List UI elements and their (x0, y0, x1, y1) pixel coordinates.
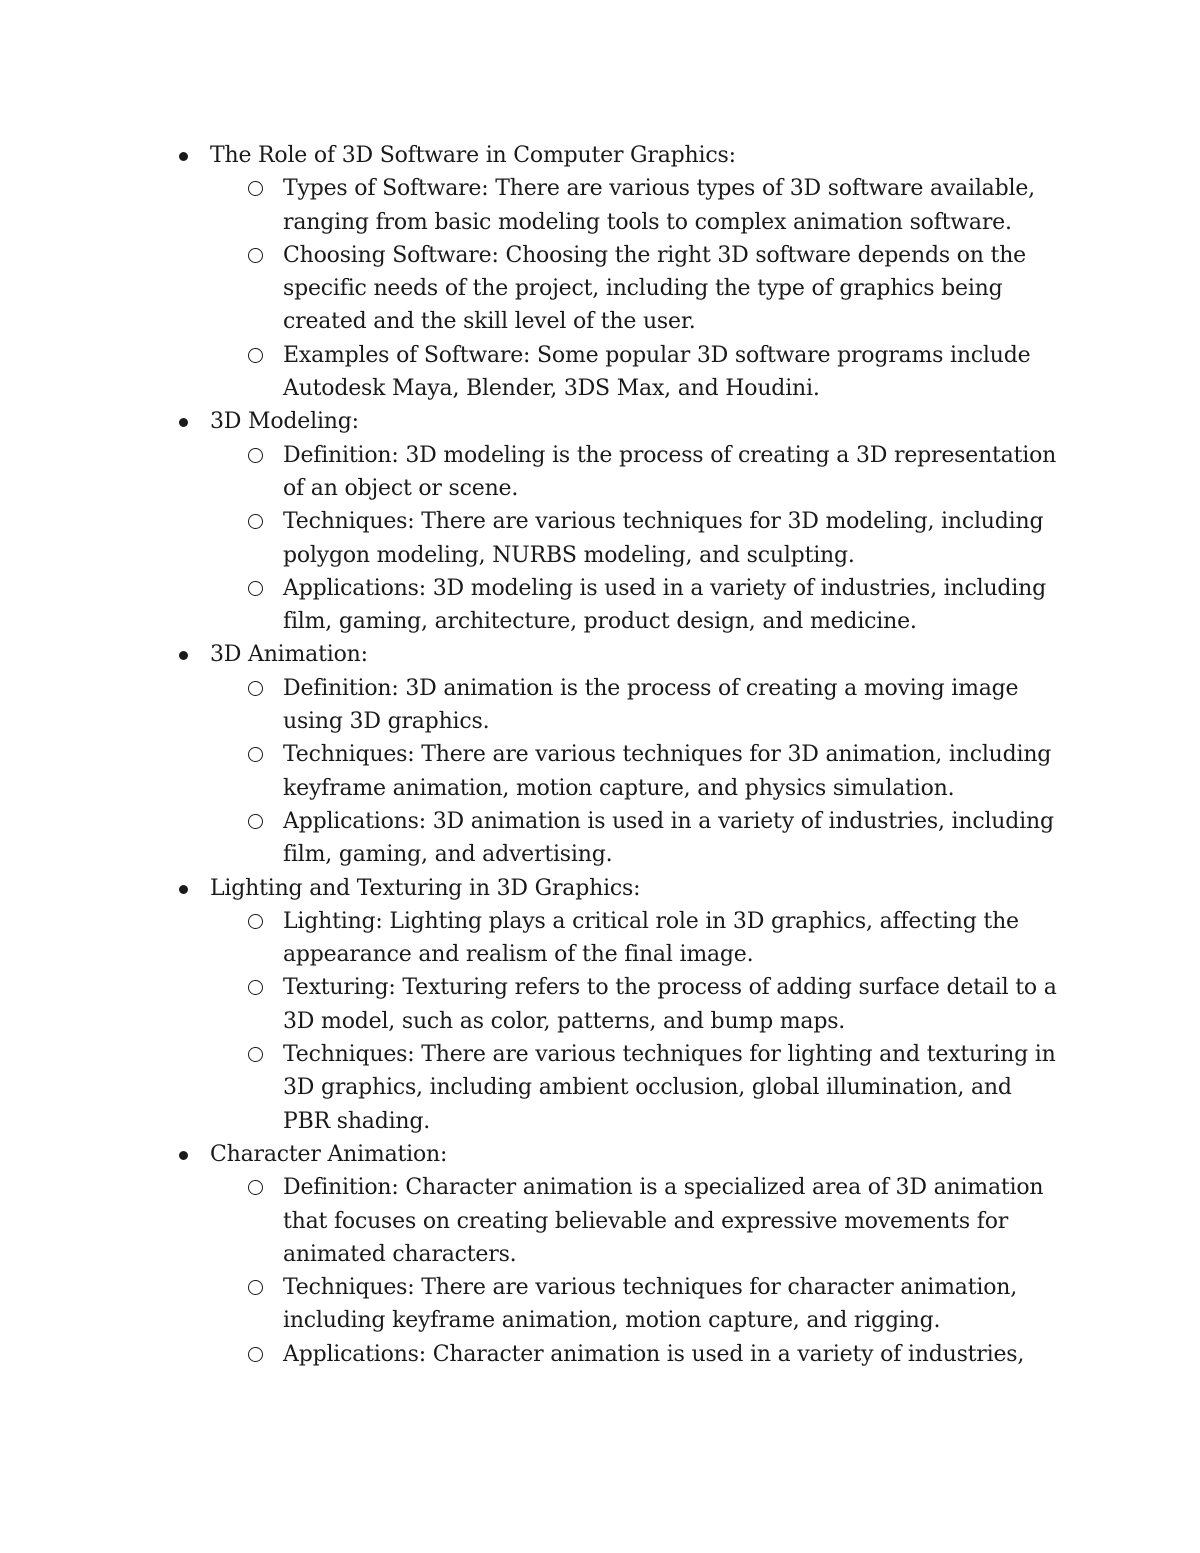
subtopic-item (283, 339, 1060, 406)
topic-title: 3D Modeling: (210, 409, 359, 435)
topic-item (210, 405, 1060, 638)
hollow-bullet-icon (248, 348, 263, 363)
filled-bullet-icon (179, 885, 188, 894)
subtopic-item (283, 1271, 1060, 1338)
subtopic-text: Techniques: There are various techniques for lighting and texturing in 3D graphics, including ambient occlusion, global illumination, and PBR shading. (283, 1042, 1056, 1134)
subtopic-text: Types of Software: There are various types of 3D software available, ranging from basic modeling tools to complex animation software. (283, 176, 1035, 235)
subtopic-list (210, 1171, 1060, 1371)
topic-title: Character Animation: (210, 1141, 448, 1167)
subtopic-item (283, 172, 1060, 239)
topic-title: The Role of 3D Software in Computer Graphics: (210, 143, 736, 168)
subtopic-item (283, 239, 1060, 339)
hollow-bullet-icon (248, 181, 263, 196)
topic-item (210, 638, 1060, 871)
subtopic-item (283, 738, 1060, 805)
hollow-bullet-icon (248, 747, 263, 762)
subtopic-text: Techniques: There are various techniques for 3D animation, including keyframe animation, motion capture, and physics simulation. (283, 742, 1052, 801)
subtopic-item (283, 439, 1060, 506)
subtopic-item (283, 1171, 1060, 1271)
subtopic-text: Choosing Software: Choosing the right 3D software depends on the specific needs of the project, including the type of graphics being created and the skill level of the user. (283, 242, 1026, 335)
subtopic-text: Lighting: Lighting plays a critical role in 3D graphics, affecting the appearance and realism of the final image. (283, 908, 1019, 968)
subtopic-item (283, 1038, 1060, 1138)
subtopic-list (210, 439, 1060, 639)
subtopic-list (210, 672, 1060, 872)
topic-item (210, 872, 1060, 1138)
subtopic-text: Applications: Character animation is used in a variety of industries, (283, 1341, 1025, 1367)
subtopic-item (283, 971, 1060, 1038)
hollow-bullet-icon (248, 980, 263, 995)
outline-list (210, 139, 1060, 1371)
hollow-bullet-icon (248, 248, 263, 263)
hollow-bullet-icon (248, 1047, 263, 1062)
topic-title: Lighting and Texturing in 3D Graphics: (210, 875, 641, 901)
subtopic-item (283, 905, 1060, 972)
topic-item (210, 1138, 1060, 1371)
hollow-bullet-icon (248, 814, 263, 829)
subtopic-item (283, 672, 1060, 739)
hollow-bullet-icon (248, 1347, 263, 1362)
subtopic-text: Texturing: Texturing refers to the process of adding surface detail to a 3D model, such as color, patterns, and bump maps. (283, 975, 1057, 1034)
hollow-bullet-icon (248, 1180, 263, 1195)
filled-bullet-icon (179, 152, 188, 161)
hollow-bullet-icon (248, 581, 263, 596)
filled-bullet-icon (179, 418, 188, 427)
subtopic-text: Definition: 3D animation is the process of creating a moving image using 3D graphics. (283, 675, 1019, 735)
hollow-bullet-icon (248, 681, 263, 696)
subtopic-text: Definition: Character animation is a specialized area of 3D animation that focuses on creating believable and expressive movements for animated characters. (283, 1175, 1044, 1267)
subtopic-item (283, 505, 1060, 572)
hollow-bullet-icon (248, 448, 263, 463)
subtopic-list (210, 172, 1060, 405)
subtopic-text: Applications: 3D animation is used in a variety of industries, including film, gaming, and advertising. (283, 808, 1054, 868)
subtopic-text: Applications: 3D modeling is used in a variety of industries, including film, gaming, architecture, product design, and medicine. (283, 575, 1046, 635)
subtopic-text: Definition: 3D modeling is the process of creating a 3D representation of an object or scene. (283, 442, 1057, 501)
subtopic-item (283, 805, 1060, 872)
subtopic-text: Techniques: There are various techniques for character animation, including keyframe animation, motion capture, and rigging. (283, 1275, 1018, 1334)
subtopic-item (283, 1338, 1060, 1371)
subtopic-text: Techniques: There are various techniques for 3D modeling, including polygon modeling, NURBS modeling, and sculpting. (283, 509, 1044, 568)
topic-title: 3D Animation: (210, 642, 368, 668)
hollow-bullet-icon (248, 1280, 263, 1295)
subtopic-item (283, 572, 1060, 639)
filled-bullet-icon (179, 651, 188, 660)
subtopic-list (210, 905, 1060, 1138)
hollow-bullet-icon (248, 514, 263, 529)
subtopic-text: Examples of Software: Some popular 3D software programs include Autodesk Maya, Blender, 3DS Max, and Houdini. (283, 342, 1031, 402)
filled-bullet-icon (179, 1151, 188, 1160)
topic-item (210, 139, 1060, 405)
hollow-bullet-icon (248, 914, 263, 929)
